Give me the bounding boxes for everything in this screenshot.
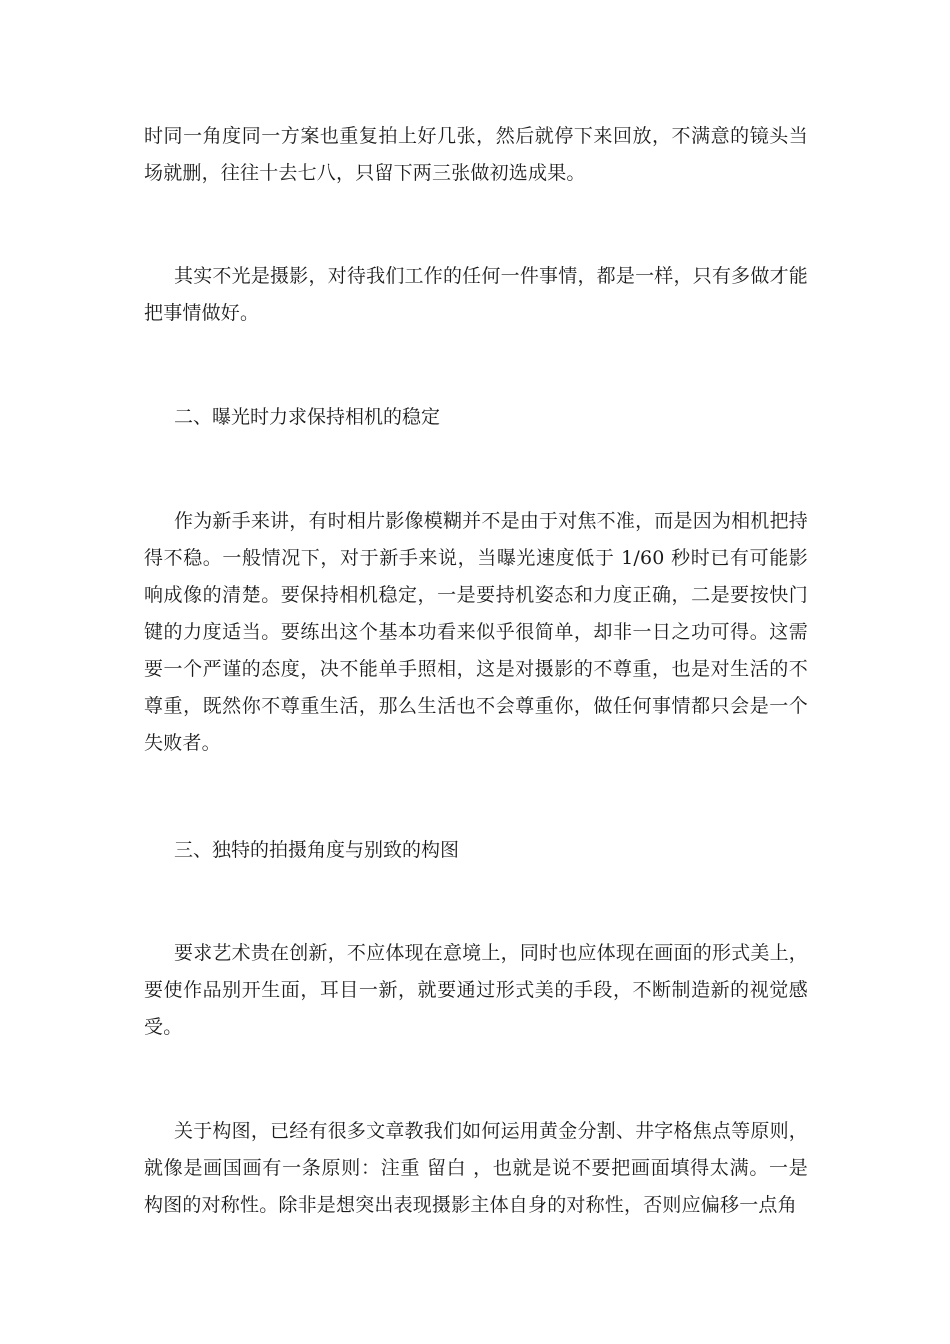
section-heading-composition: 三、独特的拍摄角度与别致的构图 <box>174 839 460 861</box>
section-heading-stability: 二、曝光时力求保持相机的稳定 <box>174 406 441 428</box>
paragraph-stability: 作为新手来讲，有时相片影像模糊并不是由于对焦不准，而是因为相机把持得不稳。一般情况下，对于新手来说，当曝光速度低于 1/60 秒时已有可能影响成像的清楚。要保持相机稳定，一是要持机姿态和力度正确，二是要按快门键的力度适当。要练出这个基本功看来似乎很简单，却非一日之功可得。这需要一个严谨的态度，决不能单手照相，这是对摄影的不尊重，也是对生活的不尊重，既然你不尊重生活，那么生活也不会尊重你，做任何事情都只会是一个失败者。 <box>144 510 808 754</box>
paragraph-continuation: 时同一角度同一方案也重复拍上好几张，然后就停下来回放，不满意的镜头当场就删，往往十去七八，只留下两三张做初选成果。 <box>144 125 808 184</box>
paragraph-practice: 其实不光是摄影，对待我们工作的任何一件事情，都是一样，只有多做才能把事情做好。 <box>144 265 808 324</box>
paragraph-composition: 关于构图，已经有很多文章教我们如何运用黄金分割、井字格焦点等原则，就像是画国画有一条原则：注重 留白 ，也就是说不要把画面填得太满。一是构图的对称性。除非是想突出表现摄影主体自身的对称性，否则应偏移一点角 <box>144 1120 808 1216</box>
paragraph-innovation: 要求艺术贵在创新，不应体现在意境上，同时也应体现在画面的形式美上，要使作品别开生面，耳目一新，就要通过形式美的手段，不断制造新的视觉感受。 <box>144 942 808 1038</box>
